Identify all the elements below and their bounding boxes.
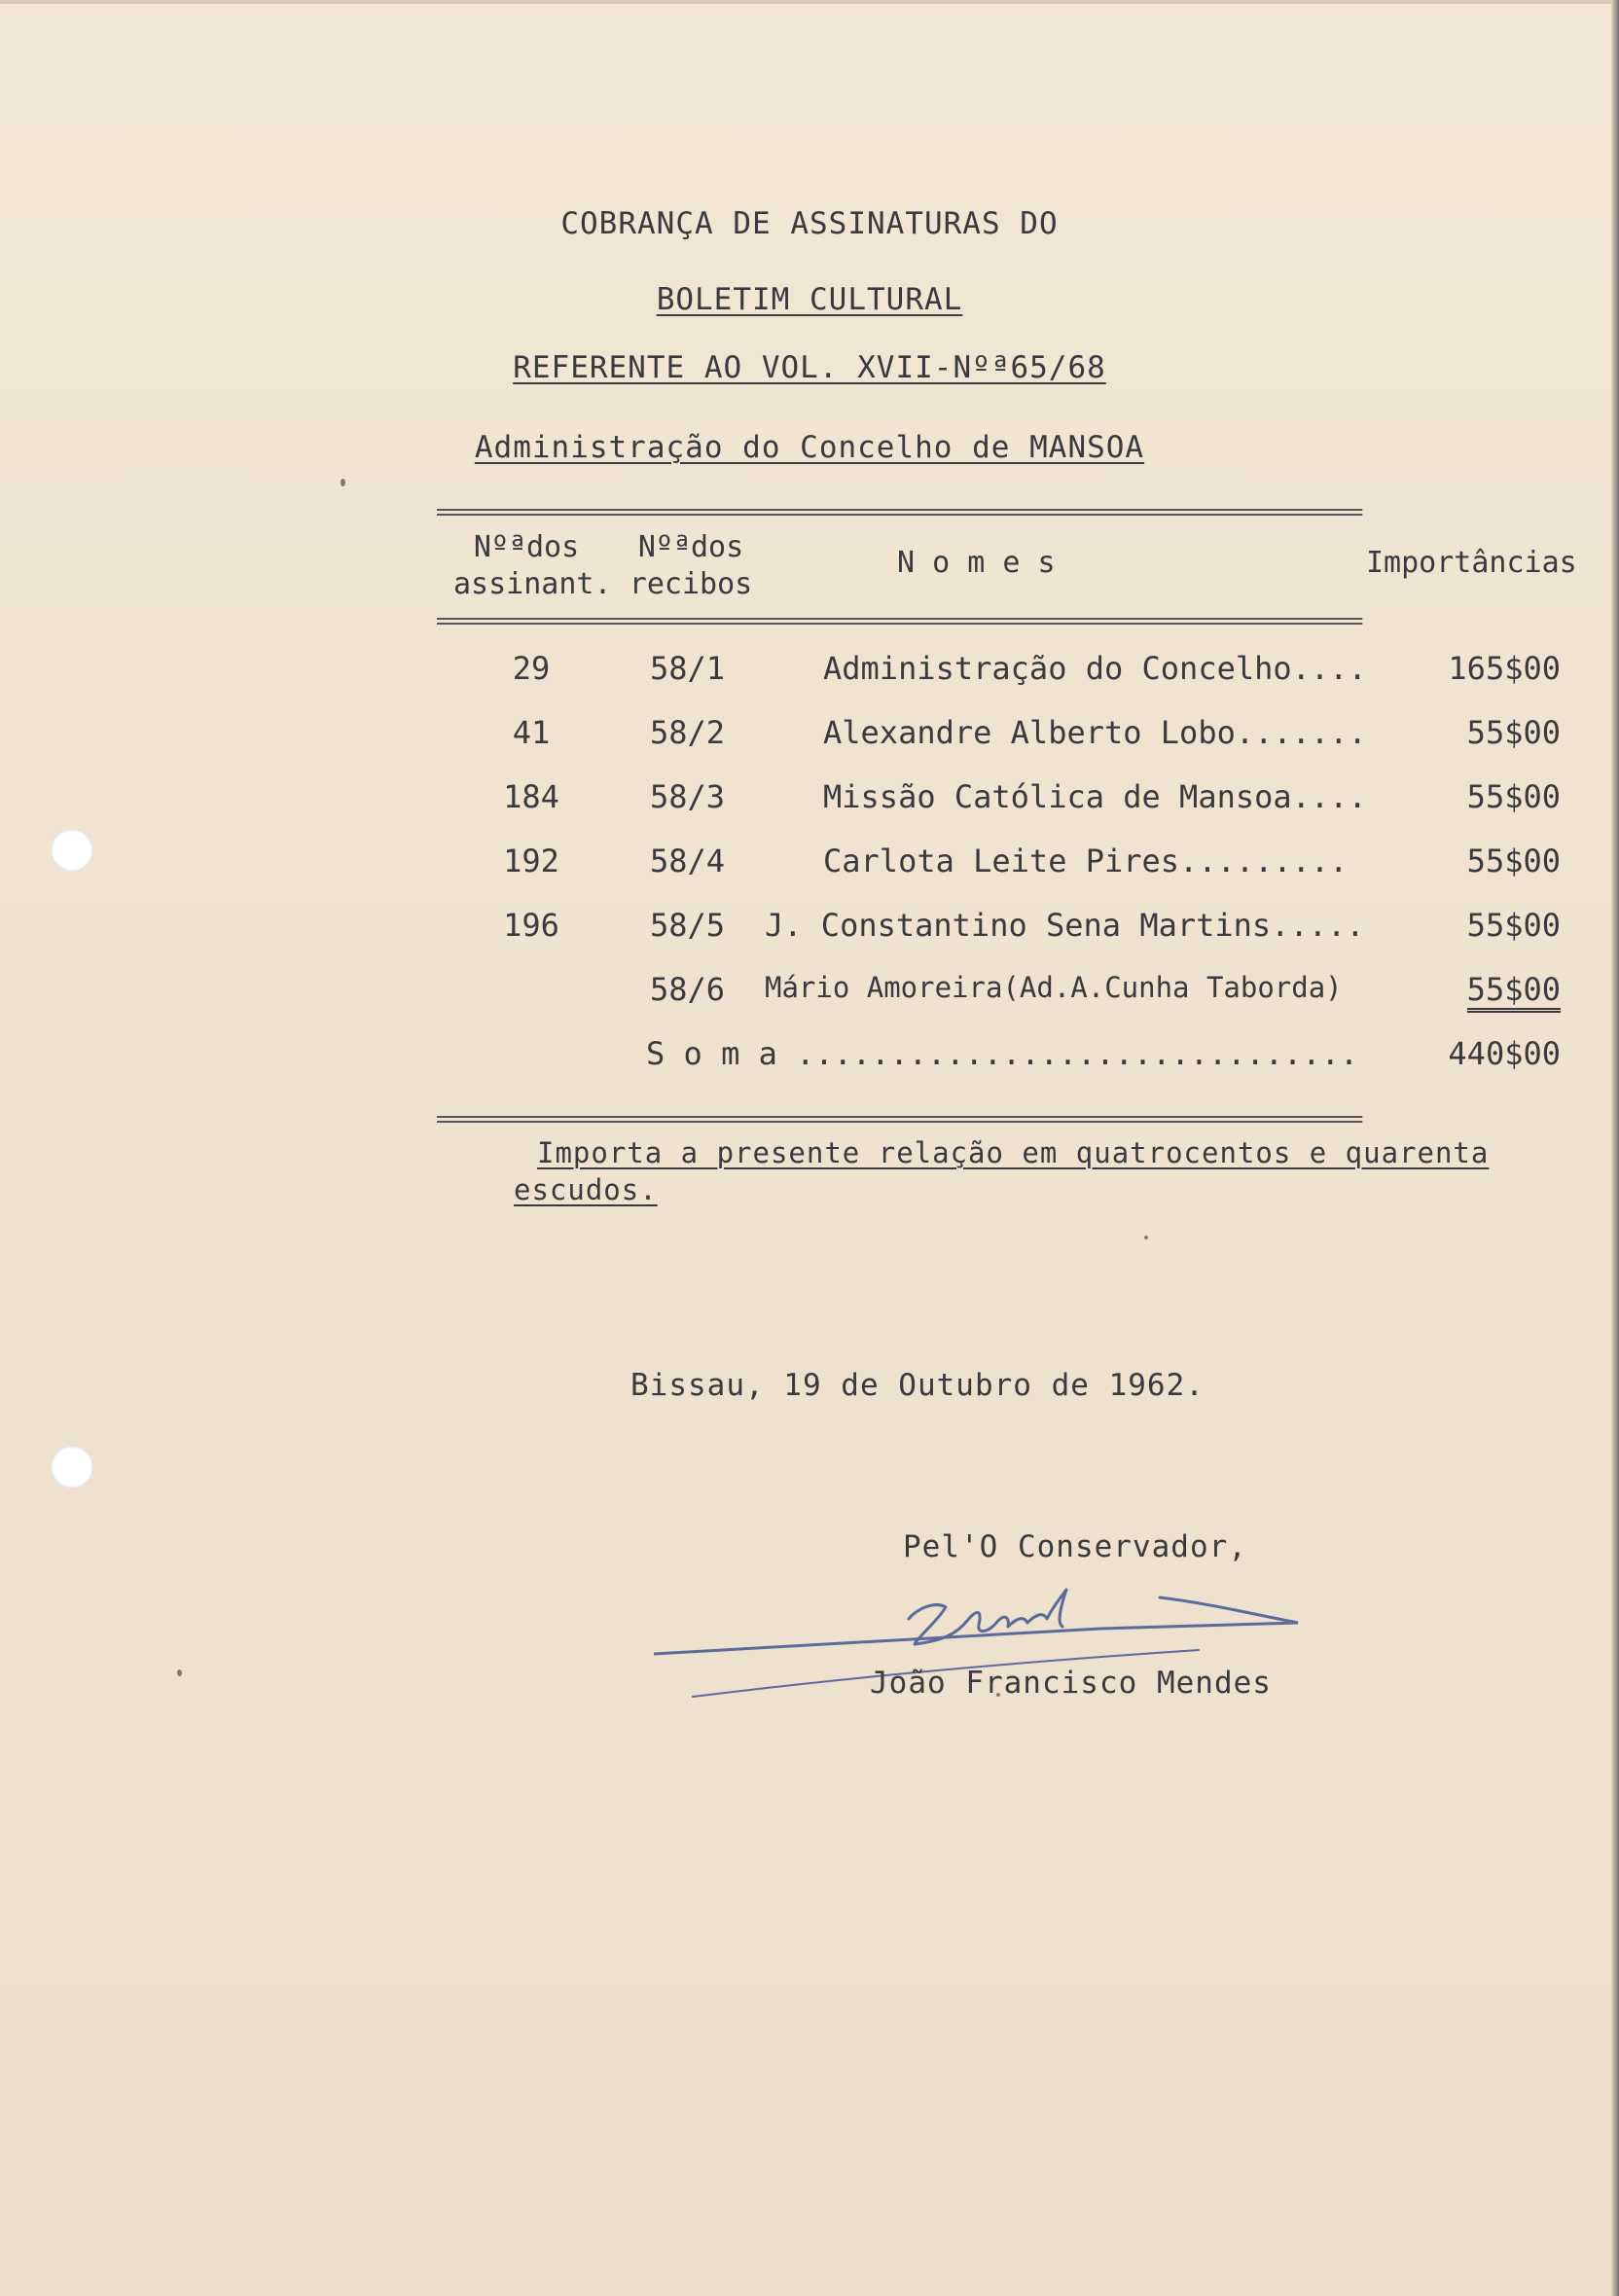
header-col-assinantes-line1: Nºªdos: [473, 530, 580, 564]
row-6-importancia-value: 55$00: [1467, 971, 1561, 1013]
row-6-nome: Mário Amoreira(Ad.A.Cunha Taborda): [765, 971, 1343, 1004]
row-4-importancia: 55$00: [1466, 843, 1561, 879]
row-1-recibo: 58/1: [650, 650, 726, 687]
row-3-recibo: 58/3: [650, 778, 726, 815]
row-3-nome: Missão Católica de Mansoa....: [823, 778, 1367, 815]
row-5-recibo: 58/5: [650, 907, 726, 944]
paper-speck: [341, 479, 345, 486]
total-label: S o m a ..............................: [646, 1035, 1359, 1072]
row-5-assinante: 196: [503, 907, 559, 944]
paper-speck: [1144, 1236, 1148, 1239]
header-col-recibos: [613, 529, 769, 603]
header-col-assinantes: [453, 529, 612, 603]
row-5-nome: J. Constantino Sena Martins.....: [765, 907, 1365, 944]
punch-hole-top: [51, 829, 93, 872]
header-col-recibos-line1: Nºªdos: [637, 530, 744, 564]
title-line-1: COBRANÇA DE ASSINATURAS DO: [560, 206, 1059, 241]
header-col-recibos-line2: recibos: [629, 567, 753, 601]
page-top-edge: [0, 0, 1619, 4]
title-line-2: BOLETIM CULTURAL: [656, 282, 963, 317]
row-3-assinante: 184: [503, 778, 559, 815]
paper-speck: [177, 1669, 182, 1676]
separator-header: ===================================================================================: [436, 607, 1361, 634]
row-5-importancia: 55$00: [1466, 907, 1561, 944]
row-3-importancia: 55$00: [1466, 778, 1561, 815]
title-line-3: REFERENTE AO VOL. XVII-Nºª65/68: [513, 350, 1106, 385]
row-2-recibo: 58/2: [650, 714, 726, 751]
header-col-nomes: N o m e s: [897, 546, 1056, 580]
place-date: Bissau, 19 de Outubro de 1962.: [630, 1368, 1205, 1403]
row-1-assinante: 29: [512, 650, 551, 687]
subtitle-administration: Administração do Concelho de MANSOA: [474, 430, 1145, 465]
row-4-nome: Carlota Leite Pires.........: [823, 843, 1349, 879]
row-4-assinante: 192: [503, 843, 559, 879]
row-6-recibo: 58/6: [650, 971, 726, 1008]
statement-line-1: Importa a presente relação em quatrocentos e quarenta: [537, 1136, 1490, 1169]
row-1-nome: Administração do Concelho....: [823, 650, 1367, 687]
statement-line-2: escudos.: [514, 1173, 658, 1206]
row-1-importancia: 165$00: [1448, 650, 1561, 687]
row-6-importancia: [1366, 971, 1561, 1008]
row-4-recibo: 58/4: [650, 843, 726, 879]
row-2-nome: Alexandre Alberto Lobo.......: [823, 714, 1367, 751]
header-col-importancias: Importâncias: [1366, 546, 1577, 580]
header-col-assinantes-line2: assinant.: [453, 567, 612, 601]
row-2-assinante: 41: [512, 714, 551, 751]
separator-top: ===================================================================================: [436, 498, 1361, 525]
punch-hole-bottom: [51, 1446, 93, 1489]
signatory-name: João Francisco Mendes: [870, 1666, 1272, 1701]
signature-intro: Pel'O Conservador,: [903, 1529, 1247, 1564]
separator-bottom: ===================================================================================: [436, 1105, 1361, 1132]
total-value: 440$00: [1448, 1035, 1561, 1072]
row-2-importancia: 55$00: [1466, 714, 1561, 751]
page-right-edge: [1611, 0, 1619, 2296]
